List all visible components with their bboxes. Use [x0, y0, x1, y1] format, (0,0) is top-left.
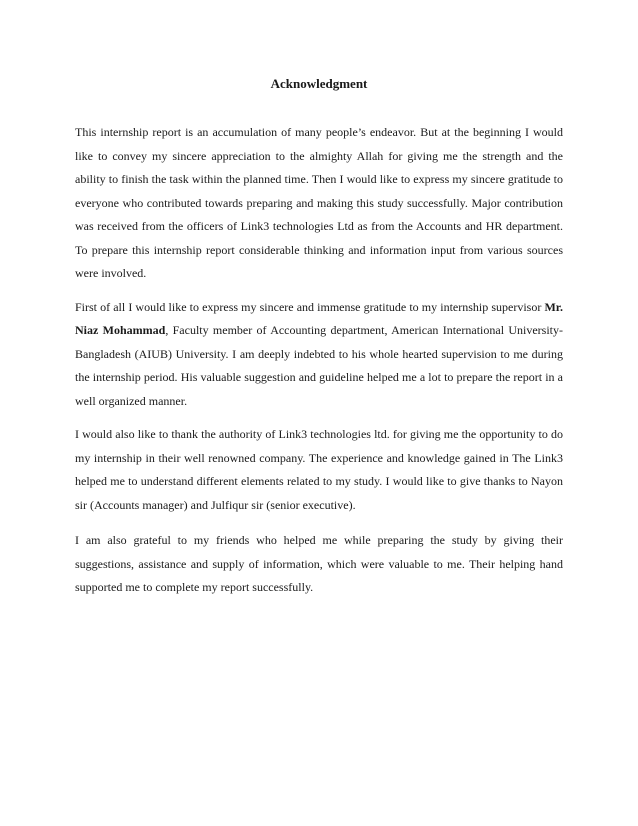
paragraph-2-intro: First of all I would like to express my sincere and immense gratitude to my internship supervisor	[75, 299, 545, 314]
page-title: Acknowledgment	[270, 76, 368, 91]
paragraph-3: I would also like to thank the authority of Link3 technologies ltd. for giving me the opportunity to do my internship in their well renowned company. The experience and knowledge gained in The Link3 helped me to understand different elements related to my study. I would like to give thanks to Nayon sir (Accounts manager) and Julfiqur sir (senior executive).	[75, 427, 563, 512]
paragraph-2-rest: , Faculty member of Accounting department, American International University-Bangladesh (AIUB) University. I am deeply indebted to his whole hearted supervision to me during the internship period. His valuable suggestion and guideline helped me a lot to prepare the report in a well organized manner.	[75, 323, 564, 408]
supervisor-name: Mr. Niaz Mohammad	[75, 299, 563, 337]
paragraph-1: This internship report is an accumulation of many people’s endeavor. But at the beginning I would like to convey my sincere appreciation to the almighty Allah for giving me the strength and the ability to finish the task within the planned time. Then I would like to express my sincere gratitude to everyone who contributed towards preparing and making this study successfully. Major contribution was received from the officers of Link3 technologies Ltd as from the Accounts and HR department. To prepare this internship report considerable thinking and information input from various sources were involved.	[75, 125, 563, 280]
paragraph-4: I am also grateful to my friends who helped me while preparing the study by giving their suggestions, assistance and supply of information, which were valuable to me. Their helping hand supported me to complete my report successfully.	[75, 533, 563, 594]
document-body	[75, 121, 563, 600]
paragraph-2	[75, 296, 563, 414]
